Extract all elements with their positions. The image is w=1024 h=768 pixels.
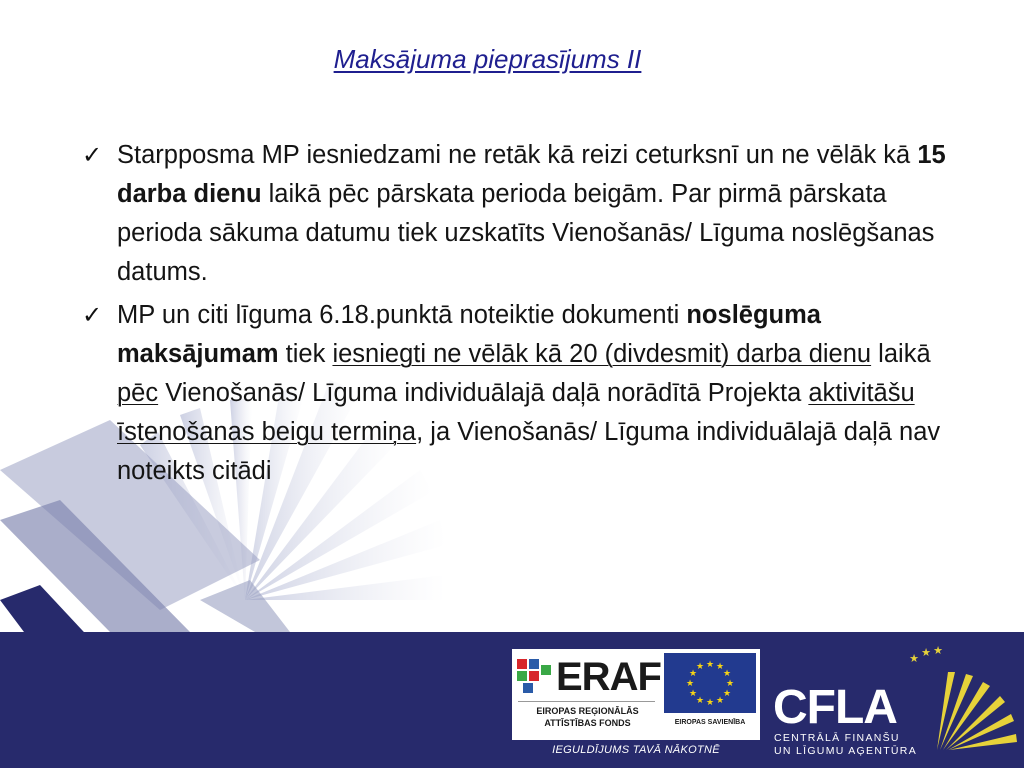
svg-text:★: ★ — [722, 669, 732, 679]
bullet-text-segment: Starpposma MP iesniedzami ne retāk kā reizi ceturksnī un ne vēlāk kā — [117, 141, 918, 169]
cfla-caption-line1: CENTRĀLĀ FINANŠU — [774, 732, 900, 744]
slogan-text: IEGULDĪJUMS TAVĀ NĀKOTNĒ — [552, 744, 720, 756]
svg-text:★: ★ — [725, 679, 735, 689]
bullet-text-segment: Vienošanās/ Līguma individuālajā daļā norādītā Projekta — [158, 379, 809, 407]
bullet-text-segment: laikā — [871, 340, 931, 368]
svg-text:★: ★ — [921, 646, 931, 659]
eraf-eu-logo — [512, 649, 760, 740]
bullet-text — [117, 141, 946, 286]
svg-text:★: ★ — [695, 662, 705, 672]
bullet-text-bold: 15 darba dienu — [117, 141, 946, 208]
svg-text:★: ★ — [685, 679, 695, 689]
bullet-text-segment: MP un citi līguma 6.18.punktā noteiktie dokumenti — [117, 301, 687, 329]
bullet-text-underlined: iesniegti ne vēlāk kā 20 (divdesmit) darba dienu — [332, 340, 872, 368]
bullet-item — [80, 136, 970, 292]
slide-title: Maksājuma pieprasījums II — [333, 44, 642, 74]
bullet-text-underlined: pēc — [117, 379, 159, 407]
check-mark-icon: ✓ — [82, 302, 103, 329]
bullet-item — [80, 296, 970, 491]
svg-text:★: ★ — [705, 660, 715, 670]
svg-text:★: ★ — [722, 689, 732, 699]
svg-text:★: ★ — [705, 698, 715, 708]
bullet-text-segment: tiek — [278, 340, 333, 368]
bullet-list — [80, 136, 970, 495]
svg-text:★: ★ — [715, 662, 725, 672]
eraf-logo-text: ERAF — [556, 655, 661, 699]
bullet-text-underlined: aktivitāšu īstenošanas beigu termiņa — [117, 379, 915, 446]
svg-text:★: ★ — [715, 696, 725, 706]
svg-text:★: ★ — [695, 696, 705, 706]
bullet-text-segment: , ja Vienošanās/ Līguma individuālajā daļā nav noteikts citādi — [117, 418, 941, 485]
svg-text:★: ★ — [933, 644, 943, 657]
cfla-caption-line2: UN LĪGUMU AĢENTŪRA — [774, 745, 917, 757]
eraf-caption-line2: ATTĪSTĪBAS FONDS — [544, 718, 631, 728]
eraf-caption-line1: EIROPAS REĢIONĀLĀS — [536, 706, 639, 716]
bullet-text-bold: noslēguma maksājumam — [117, 301, 821, 368]
svg-text:★: ★ — [688, 689, 698, 699]
check-mark-icon: ✓ — [82, 142, 103, 169]
eu-caption: EIROPAS SAVIENĪBA — [674, 719, 746, 726]
svg-text:★: ★ — [688, 669, 698, 679]
bullet-text — [117, 301, 940, 485]
svg-text:★: ★ — [909, 652, 919, 665]
bullet-text-segment: laikā pēc pārskata perioda beigām. Par pirmā pārskata perioda sākuma datumu tiek uzskatīts Vienošanās/ Līguma noslēgšanas datums. — [117, 180, 935, 286]
cfla-logo-text: CFLA — [773, 681, 897, 734]
